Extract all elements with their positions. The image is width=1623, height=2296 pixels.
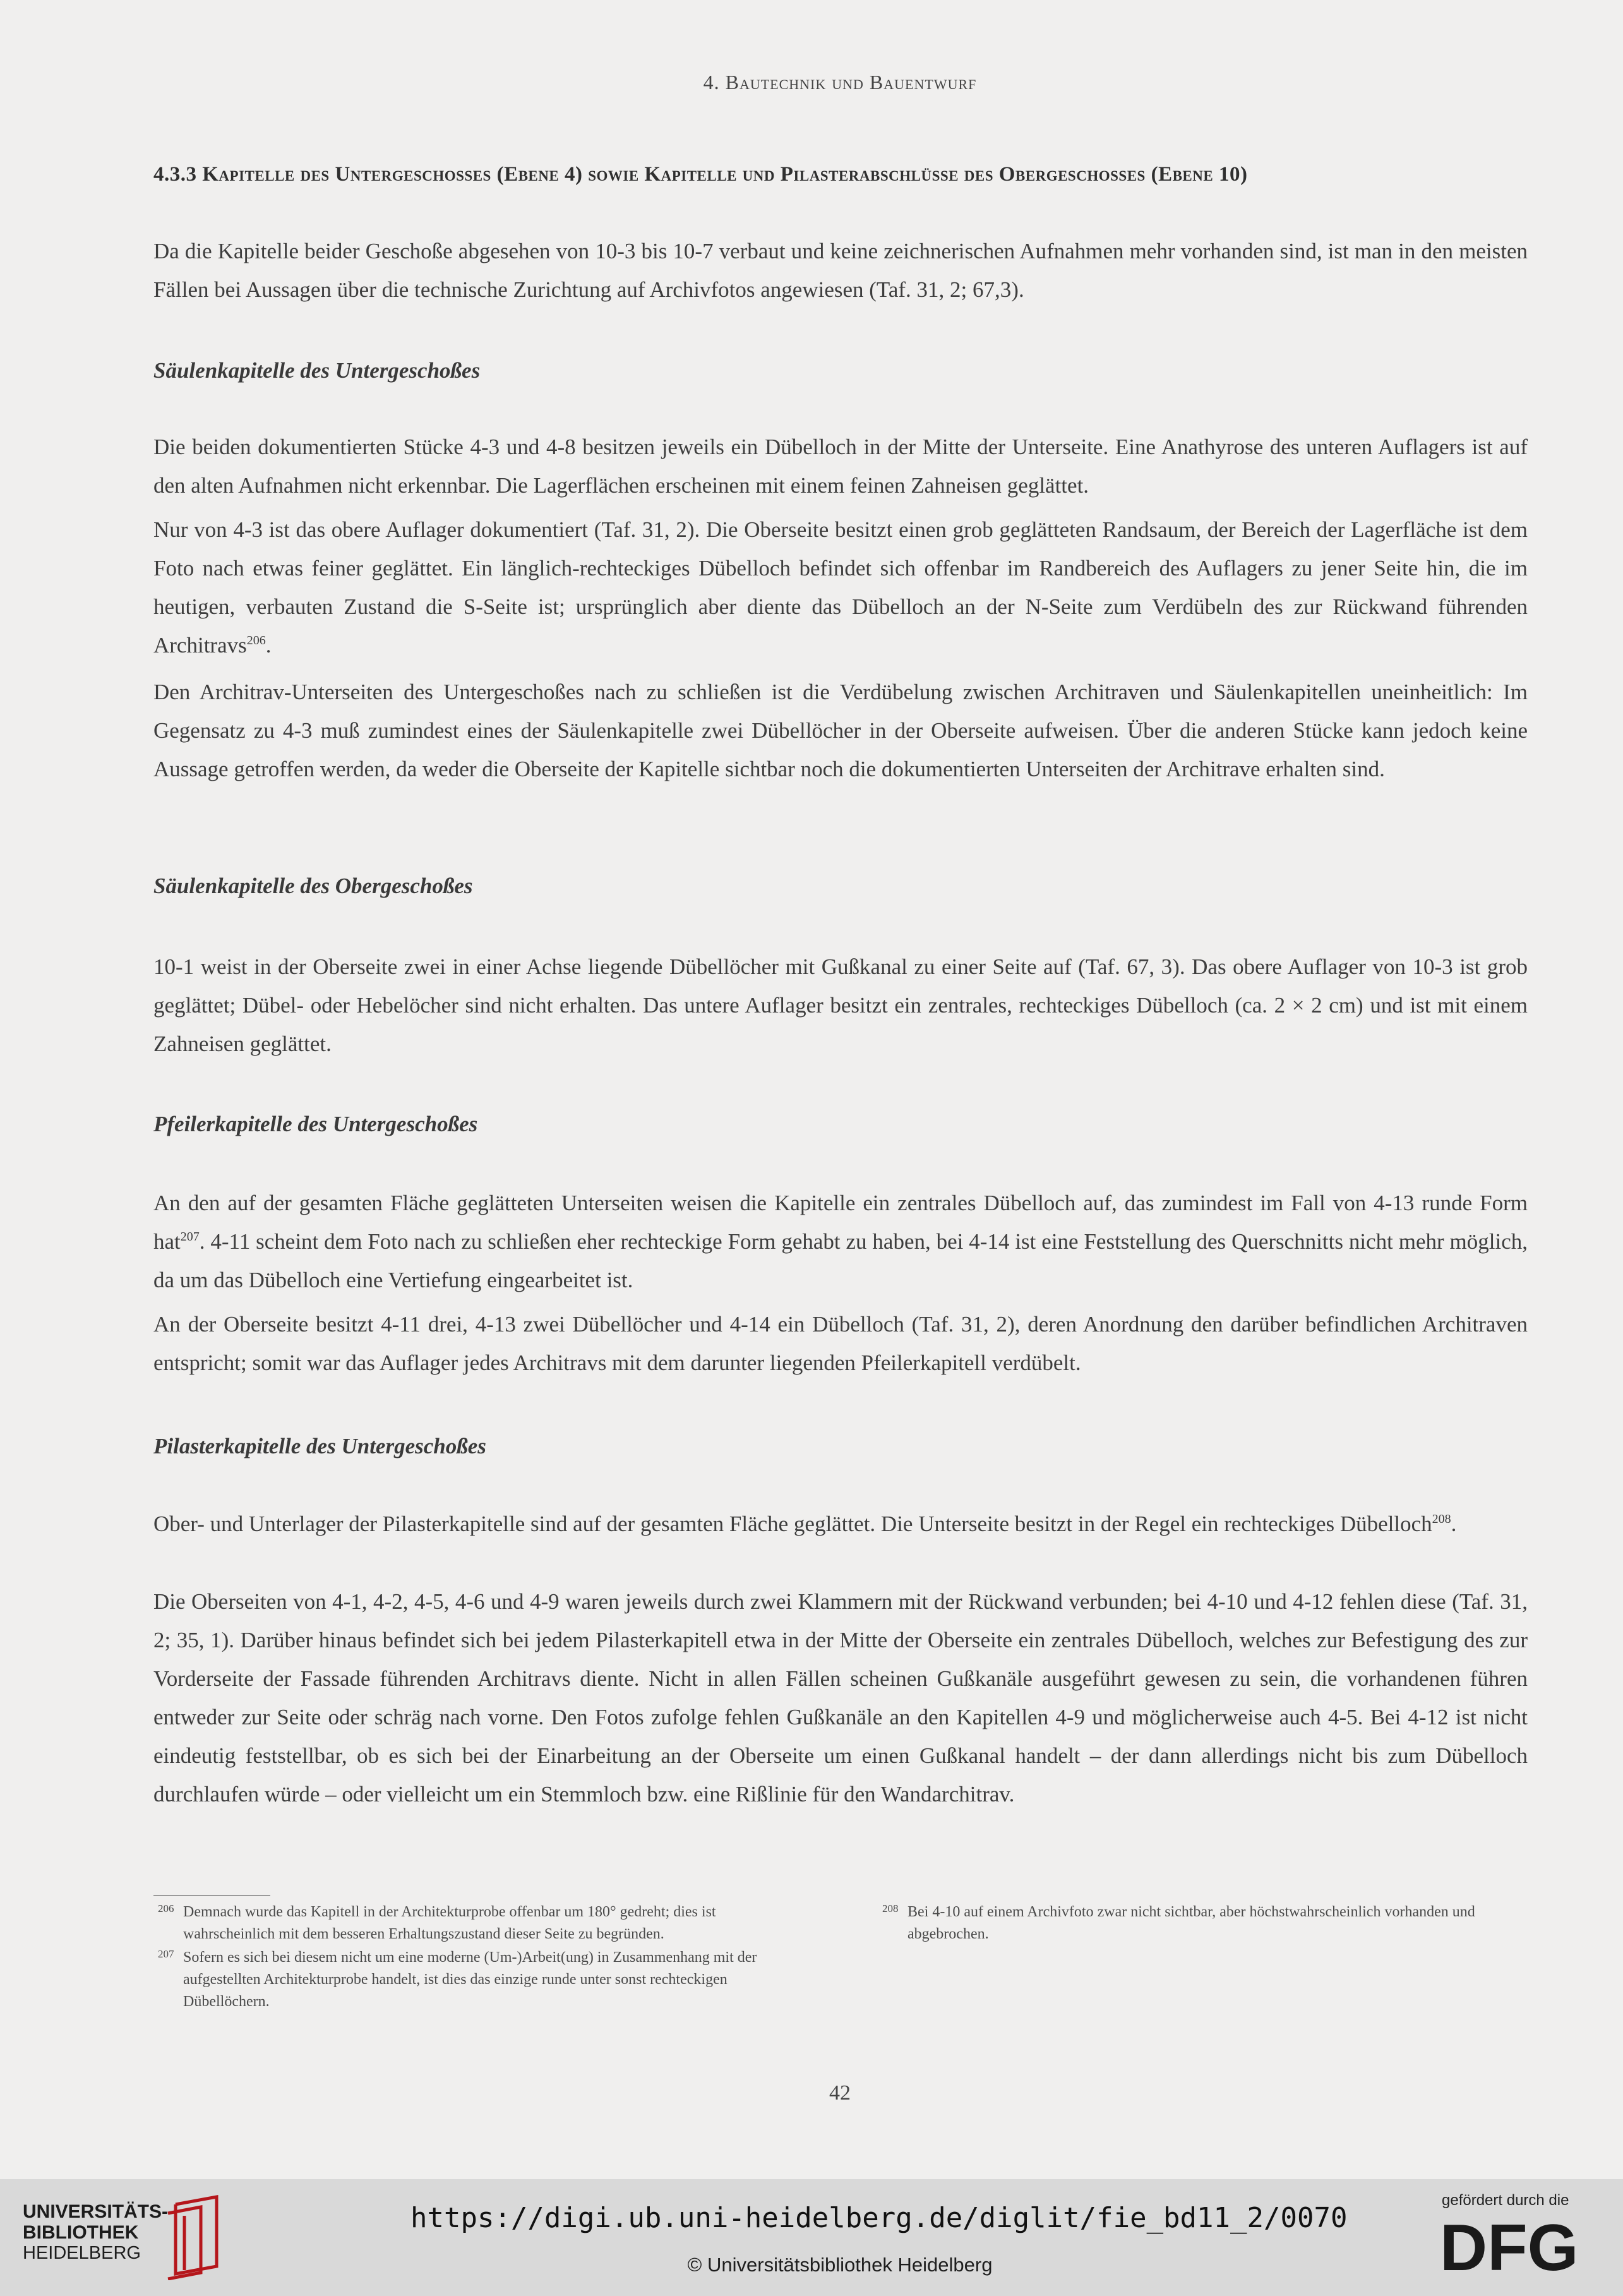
footnote-206 xyxy=(158,1901,802,1945)
paragraph: Nur von 4-3 ist das obere Auflager dokumentiert (Taf. 31, 2). Die Oberseite besitzt einen grob geglätteten Randsaum, der Bereich der Lagerfläche ist dem Foto nach etwas feiner geglättet. Ein länglich-rechteckiges Dübelloch befindet sich offenbar im Randbereich des Auflagers zu jener Seite hin, die im heutigen, verbauten Zustand die S-Seite ist; ursprünglich aber diente das Dübelloch an der N-Seite zum Verdübeln des zur Rückwand führenden Architravs$^{206}$. xyxy=(153,517,1528,658)
footnote-207 xyxy=(158,1947,802,2013)
footnote-text: Demnach wurde das Kapitell in der Architekturprobe offenbar um 180° gedreht; dies ist wahrscheinlich mit dem besseren Erhaltungszustand dieser Seite zu begründen. xyxy=(183,1904,716,1942)
viewer-footer-bar xyxy=(0,2179,1623,2296)
library-name[interactable]: UNIVERSITÄTS- BIBLIOTHEK HEIDELBERG xyxy=(23,2201,169,2263)
paragraph: Ober- und Unterlager der Pilasterkapitelle sind auf der gesamten Fläche geglättet. Die Unterseite besitzt in der Regel ein rechteckiges Dübelloch$^{208}$. xyxy=(153,1512,1457,1536)
paragraph: Die beiden dokumentierten Stücke 4-3 und 4-8 besitzen jeweils ein Dübelloch in der Mitte der Unterseite. Eine Anathyrose des unteren Auflagers ist auf den alten Aufnahmen nicht erkennbar. Die Lagerflächen erscheinen mit einem feinen Zahneisen geglättet. xyxy=(153,435,1528,498)
running-head: 4. Bautechnik und Bauentwurf xyxy=(703,71,977,93)
dfg-logo-icon[interactable] xyxy=(1440,2216,1604,2276)
subheading-saeulenkapitelle-og: Säulenkapitelle des Obergeschoßes xyxy=(153,874,473,898)
funding-label: gefördert durch die xyxy=(1442,2192,1569,2209)
footnote-ref[interactable]: 206 xyxy=(246,634,266,647)
footnote-text: Sofern es sich bei diesem nicht um eine moderne (Um-)Arbeit(ung) in Zusammenhang mit der aufgestellten Architekturprobe handelt, ist dies das einzige runde unter sonst rechteckigen Dübellöchern. xyxy=(183,1949,757,2010)
dfg-logo-text: DFG xyxy=(1440,2216,1579,2276)
permalink-url[interactable]: https://digi.ub.uni-heidelberg.de/diglit/fie_bd11_2/0070 xyxy=(410,2202,1348,2234)
footnote-number: 207 xyxy=(158,1948,174,1960)
section-title: 4.3.3 Kapitelle des Untergeschosses (Ebene 4) sowie Kapitelle und Pilasterabschlüsse des Obergeschosses (Ebene 10) xyxy=(153,163,1248,186)
subheading-saeulenkapitelle-ug: Säulenkapitelle des Untergeschoßes xyxy=(153,358,481,383)
paragraph: Die Oberseiten von 4-1, 4-2, 4-5, 4-6 und 4-9 waren jeweils durch zwei Klammern mit der Rückwand verbunden; bei 4-10 und 4-12 fehlen diese (Taf. 31, 2; 35, 1). Darüber hinaus befindet sich bei jedem Pilasterkapitell etwa in der Mitte der Oberseite ein zentrales Dübelloch, welches zur Befestigung des zur Vorderseite der Fassade führenden Architravs diente. Nicht in allen Fällen scheinen Gußkanäle ausgeführt gewesen zu sein, die vorhandenen führen entweder zur Seite oder schräg nach vorne. Den Fotos zufolge fehlen Gußkanäle an den Kapitellen 4-9 und möglicherweise auch 4-5. Bei 4-12 ist nicht eindeutig feststellbar, ob es sich bei der Einarbeitung an der Oberseite um einen Gußkanal handelt – der dann allerdings nicht bis zum Dübelloch durchlaufen würde – oder vielleicht um ein Stemmloch bzw. eine Rißlinie für den Wandarchitrav. xyxy=(153,1589,1528,1806)
paragraph: Den Architrav-Unterseiten des Untergeschoßes nach zu schließen ist die Verdübelung zwischen Architraven und Säulenkapitellen uneinheitlich: Im Gegensatz zu 4-3 muß zumindest eines der Säulenkapitelle zwei Dübellöcher in der Oberseite aufweisen. Über die anderen Stücke kann jedoch keine Aussage getroffen werden, da weder die Oberseite der Kapitelle sichtbar noch die dokumentierten Unterseiten der Architrave erhalten sind. xyxy=(153,680,1528,781)
page-number: 42 xyxy=(829,2081,851,2105)
footnote-text: Bei 4-10 auf einem Archivfoto zwar nicht sichtbar, aber höchstwahrscheinlich vorhanden und abgebrochen. xyxy=(907,1904,1475,1942)
paragraph: 10-1 weist in der Oberseite zwei in einer Achse liegende Dübellöcher mit Gußkanal zu einer Seite auf (Taf. 67, 3). Das obere Auflager von 10-3 ist grob geglättet; Dübel- oder Hebelöcher sind nicht erhalten. Das untere Auflager besitzt ein zentrales, rechteckiges Dübelloch (ca. 2 × 2 cm) und ist mit einem Zahneisen geglättet. xyxy=(153,954,1528,1056)
footnote-ref[interactable]: 208 xyxy=(1432,1512,1451,1526)
copyright-notice: © Universitätsbibliothek Heidelberg xyxy=(687,2254,993,2276)
footnote-number: 208 xyxy=(882,1902,899,1914)
paragraph: An den auf der gesamten Fläche geglätteten Unterseiten weisen die Kapitelle ein zentrales Dübelloch auf, das zumindest im Fall von 4-13 runde Form hat$^{207}$. 4-11 scheint dem Foto nach zu schließen eher rechteckige Form gehabt zu haben, bei 4-14 ist eine Feststellung des Querschnitts nicht mehr möglich, da um das Dübelloch eine Vertiefung eingearbeitet ist. xyxy=(153,1191,1528,1292)
subheading-pilasterkapitelle-ug: Pilasterkapitelle des Untergeschoßes xyxy=(153,1434,486,1458)
intro-paragraph: Da die Kapitelle beider Geschoße abgesehen von 10-3 bis 10-7 verbaut und keine zeichnerischen Aufnahmen mehr vorhanden sind, ist man in den meisten Fällen bei Aussagen über die technische Zurichtung auf Archivfotos angewiesen (Taf. 31, 2; 67,3). xyxy=(153,239,1528,302)
paragraph: An der Oberseite besitzt 4-11 drei, 4-13 zwei Dübellöcher und 4-14 ein Dübelloch (Taf. 31, 2), deren Anordnung den darüber befindlichen Architraven entspricht; somit war das Auflager jedes Architravs mit dem darunter liegenden Pfeilerkapitell verdübelt. xyxy=(153,1312,1528,1375)
footnote-rule xyxy=(153,1895,270,1896)
footnote-number: 206 xyxy=(158,1902,174,1914)
footnote-208 xyxy=(882,1901,1526,1945)
subheading-pfeilerkapitelle-ug: Pfeilerkapitelle des Untergeschoßes xyxy=(153,1112,478,1136)
footnote-ref[interactable]: 207 xyxy=(180,1230,200,1244)
